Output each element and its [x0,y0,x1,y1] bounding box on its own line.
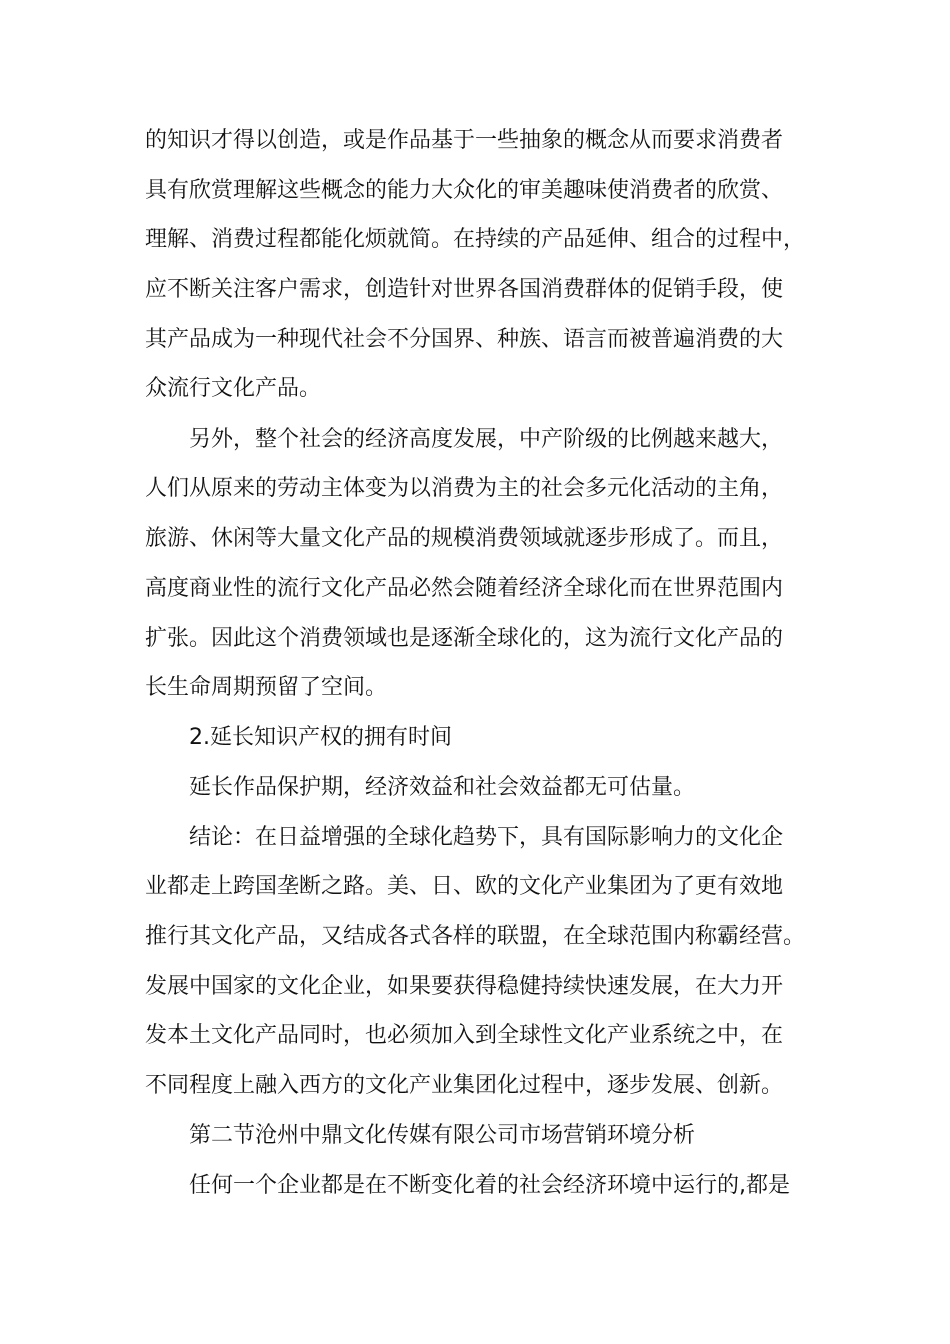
paragraph-line: 人们从原来的劳动主体变为以消费为主的社会多元化活动的主角， [145,476,784,501]
paragraph-line: 延长作品保护期，经济效益和社会效益都无可估量。 [189,775,696,800]
paragraph-line: 的知识才得以创造，或是作品基于一些抽象的概念从而要求消费者 [145,128,784,153]
paragraph-line: 具有欣赏理解这些概念的能力大众化的审美趣味使消费者的欣赏、 [145,178,784,203]
paragraph-line: 发展中国家的文化企业，如果要获得稳健持续快速发展，在大力开 [145,974,784,999]
paragraph-line: 众流行文化产品。 [145,376,322,401]
paragraph-line: 其产品成为一种现代社会不分国界、种族、语言而被普遍消费的大 [145,327,784,352]
section-heading: 第二节沧州中鼎文化传媒有限公司市场营销环境分析 [189,1123,696,1148]
paragraph-line: 另外，整个社会的经济高度发展，中产阶级的比例越来越大， [189,427,784,452]
paragraph-line: 旅游、休闲等大量文化产品的规模消费领域就逐步形成了。而且， [145,526,784,551]
paragraph-line: 结论：在日益增强的全球化趋势下，具有国际影响力的文化企 [189,825,784,850]
paragraph-line: 长生命周期预留了空间。 [145,675,388,700]
paragraph-line: 发本土文化产品同时，也必须加入到全球性文化产业系统之中，在 [145,1023,784,1048]
paragraph-line: 推行其文化产品，又结成各式各样的联盟，在全球范围内称霸经营。 [145,924,806,949]
paragraph-line: 不同程度上融入西方的文化产业集团化过程中，逐步发展、创新。 [145,1073,784,1098]
paragraph-line: 应不断关注客户需求，创造针对世界各国消费群体的促销手段，使 [145,277,784,302]
paragraph-line: 任何一个企业都是在不断变化着的社会经济环境中运行的,都是 [189,1173,790,1198]
paragraph-line: 理解、消费过程都能化烦就简。在持续的产品延伸、组合的过程中， [145,227,806,252]
section-heading: 2.延长知识产权的拥有时间 [189,725,452,750]
paragraph-line: 高度商业性的流行文化产品必然会随着经济全球化而在世界范围内 [145,576,784,601]
paragraph-line: 扩张。因此这个消费领域也是逐渐全球化的，这为流行文化产品的 [145,626,784,651]
paragraph-line: 业都走上跨国垄断之路。美、日、欧的文化产业集团为了更有效地 [145,874,784,899]
